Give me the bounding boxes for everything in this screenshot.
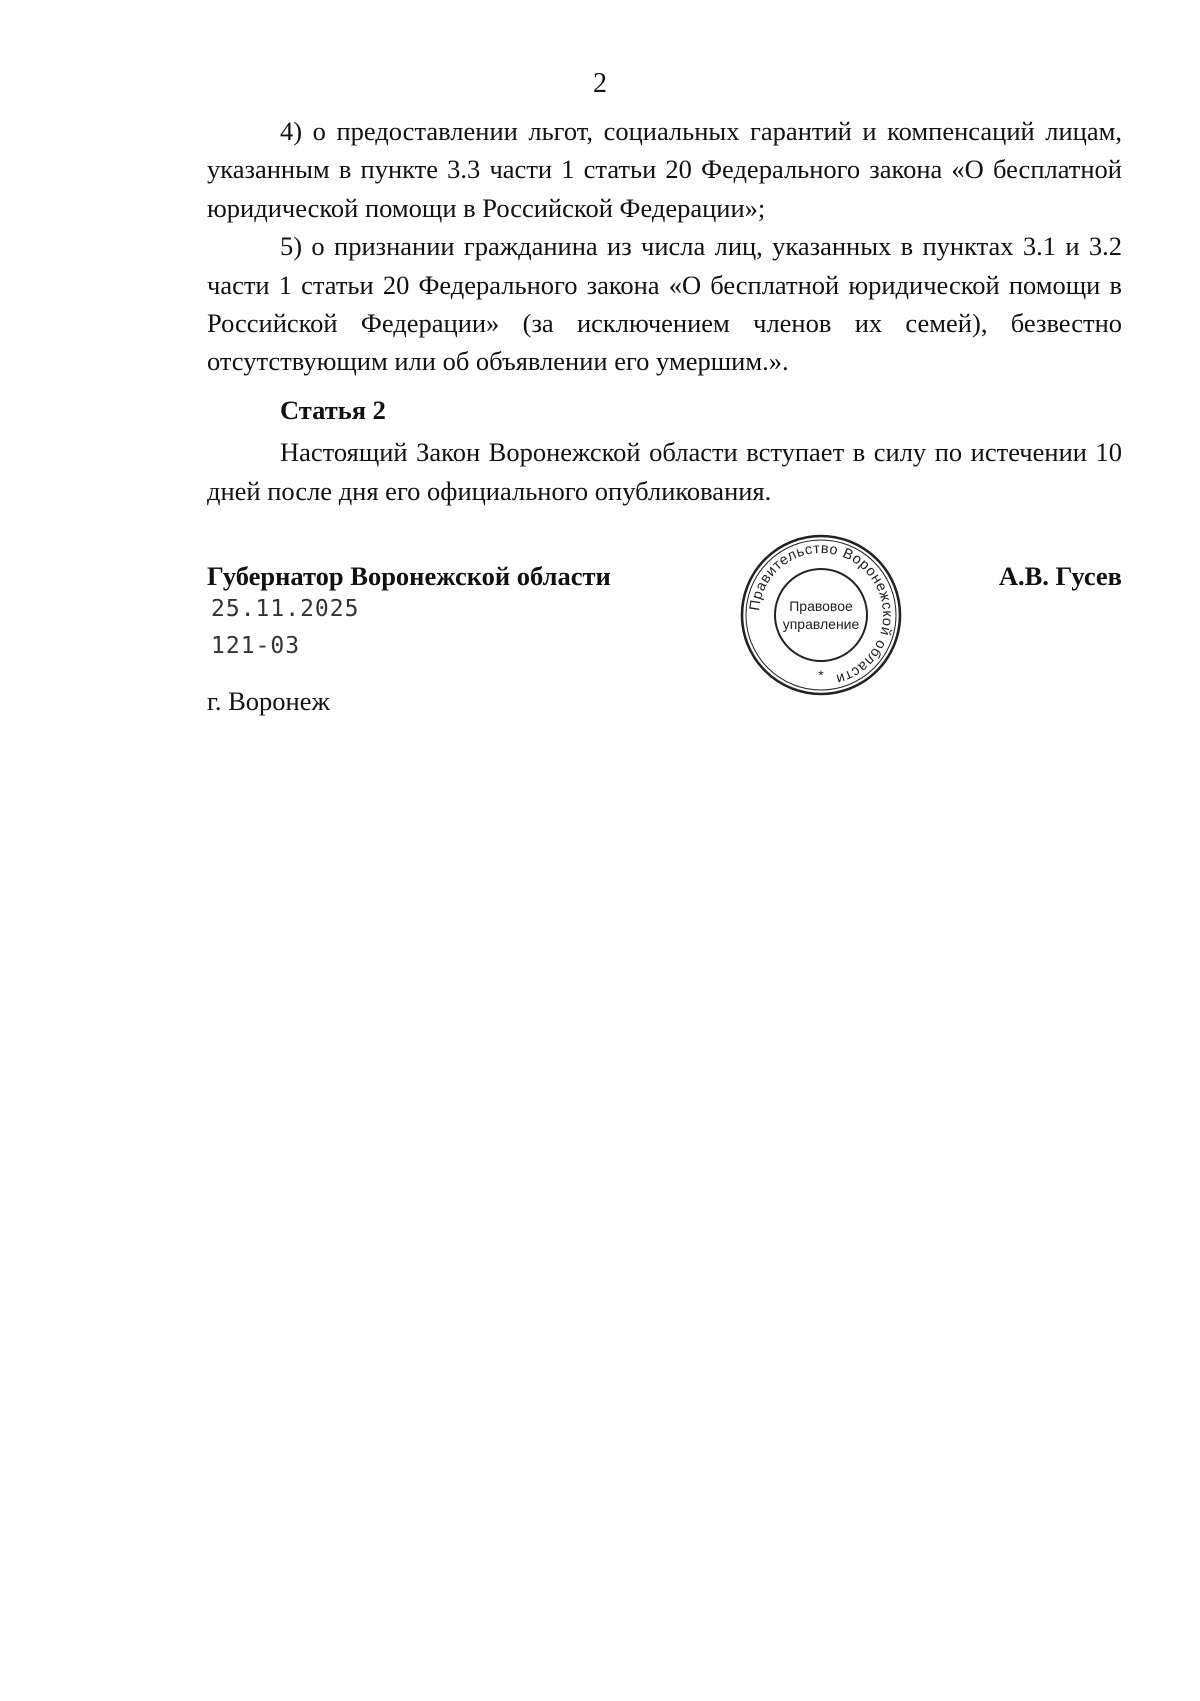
official-seal <box>738 532 904 698</box>
paragraph-item-4: 4) о предоставлении льгот, социальных гарантий и компенсаций лицам, указанным в пункте 3.3 части 1 статьи 20 Федерального закона «О бесплатной юридической помощи в Российской Федерации»; <box>207 116 1122 223</box>
governor-name: А.В. Гусев <box>998 561 1122 591</box>
page-number: 2 <box>593 68 607 99</box>
article-2-heading: Статья 2 <box>280 394 386 425</box>
signature-block <box>207 560 611 718</box>
seal-stamp-icon <box>738 532 904 698</box>
paragraph-item-5: 5) о признании гражданина из числа лиц, указанных в пунктах 3.1 и 3.2 части 1 статьи 20 Федерального закона «О бесплатной юридической помощи в Российской Федерации» (за исключением членов их семей), безвестно отсутствующим или об объявлении его умершим.». <box>207 231 1122 377</box>
seal-outer-text: Правительство Воронежской области <box>747 540 896 688</box>
law-number: 121-03 <box>211 633 301 659</box>
seal-center-line-2: управление <box>782 616 860 632</box>
registration-date: 25.11.2025 <box>211 596 360 622</box>
article-2-text: Настоящий Закон Воронежской области вступает в силу по истечении 10 дней после дня его официального опубликования. <box>207 437 1122 506</box>
governor-title: Губернатор Воронежской области <box>207 561 611 591</box>
seal-inner-ring <box>775 569 867 661</box>
document-body <box>207 112 1122 510</box>
seal-center-line-1: Правовое <box>789 598 853 614</box>
city-name: г. Воронеж <box>207 686 330 716</box>
seal-star: * <box>818 667 824 683</box>
